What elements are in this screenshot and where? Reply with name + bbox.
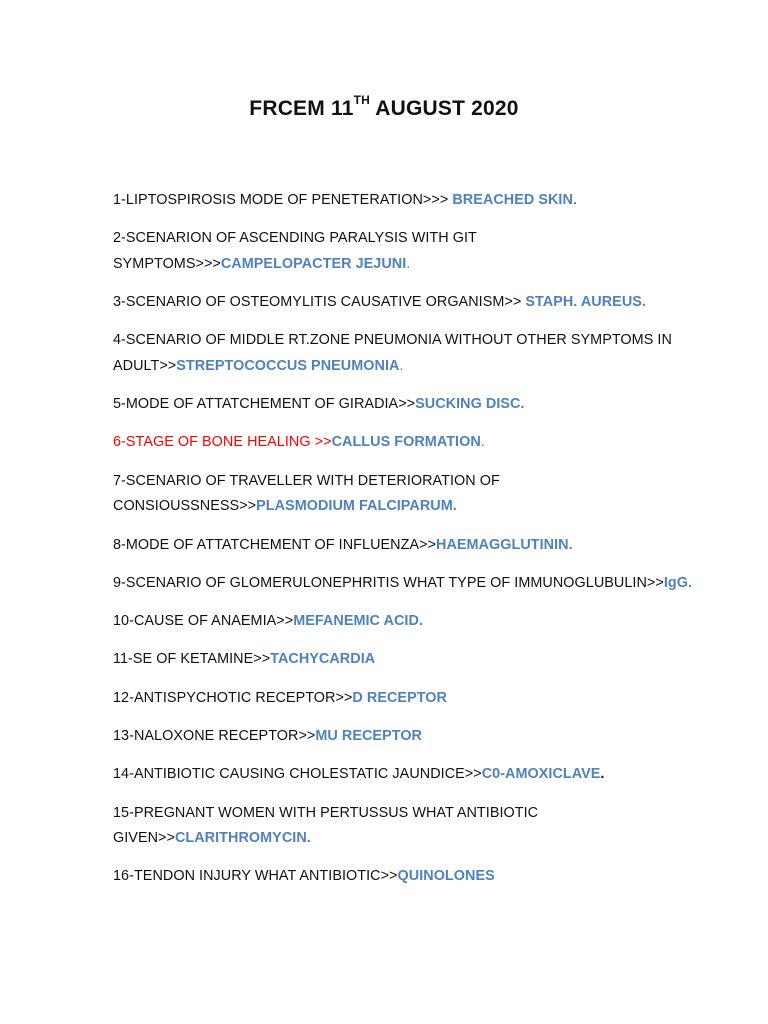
list-item [113,188,713,214]
question-text: 7-SCENARIO OF TRAVELLER WITH DETERIORATION OF CONSIOUSSNESS>> [113,472,500,515]
question-text: 10-CAUSE OF ANAEMIA>> [113,613,294,630]
answer-text: CAMPELOPACTER JEJUNI [220,255,407,272]
list-item [113,609,713,635]
answer-text: CALLUS FORMATION [331,434,481,451]
question-text: 12-ANTISPYCHOTIC RECEPTOR>> [113,689,353,706]
list-item [113,392,713,418]
question-text: 8-MODE OF ATTATCHEMENT OF INFLUENZA>> [113,536,437,553]
answer-text: HAEMAGGLUTININ. [436,536,573,553]
answer-text: BREACHED SKIN [452,192,573,208]
question-text: 6-STAGE OF BONE HEALING >> [113,434,332,451]
answer-text: STREPTOCOCCUS PNEUMONIA [176,357,400,374]
answer-text: SUCKING DISC. [415,396,525,413]
item-end: . [399,357,404,374]
question-text: 3-SCENARIO OF OSTEOMYLITIS CAUSATIVE ORGANISM>> [113,294,526,311]
question-text: 13-NALOXONE RECEPTOR>> [113,728,316,745]
question-text: 14-ANTIBIOTIC CAUSING CHOLESTATIC JAUNDICE>> [113,766,482,783]
list-item [113,647,713,673]
title-text-suffix: AUGUST 2020 [370,97,519,120]
item-end: . [600,766,605,783]
list-item [113,864,713,890]
answer-text: MEFANEMIC ACID. [293,613,423,630]
question-text: 16-TENDON INJURY WHAT ANTIBIOTIC>> [113,868,398,885]
item-end: . [572,192,577,208]
item-end: . [406,255,411,272]
list-item [113,469,713,520]
answer-text: MU RECEPTOR [315,728,422,745]
list-item-highlighted [113,430,713,456]
title-text: FRCEM 11 [249,97,354,120]
list-item [113,328,713,379]
question-text: 2-SCENARION OF ASCENDING PARALYSIS WITH GIT SYMPTOMS>>> [113,230,477,272]
title-superscript: TH [353,93,370,107]
question-text: 11-SE OF KETAMINE>> [113,651,271,668]
answer-text: IgG. [663,574,693,591]
item-end: . [480,434,485,451]
list-item [113,533,713,559]
question-text: 1-LIPTOSPIROSIS MODE OF PENETERATION>>> [113,192,453,208]
list-item [113,686,713,712]
answer-text: C0-AMOXICLAVE [481,766,601,783]
list-item [113,571,713,597]
list-item [113,226,713,277]
list-item [113,801,713,852]
answer-text: CLARITHROMYCIN. [174,830,311,847]
page-title [0,93,768,121]
answer-text: STAPH. AUREUS. [525,294,646,311]
list-item [113,762,713,788]
answer-text: D RECEPTOR [352,689,447,706]
question-text: 4-SCENARIO OF MIDDLE RT.ZONE PNEUMONIA WITHOUT OTHER SYMPTOMS IN ADULT>> [113,332,672,374]
answer-text: TACHYCARDIA [270,651,376,668]
question-text: 15-PREGNANT WOMEN WITH PERTUSSUS WHAT ANTIBIOTIC GIVEN>> [113,804,539,847]
list-item [113,290,713,316]
answer-text: PLASMODIUM FALCIPARUM. [256,498,457,515]
question-text: 5-MODE OF ATTATCHEMENT OF GIRADIA>> [113,396,416,413]
question-text: 9-SCENARIO OF GLOMERULONEPHRITIS WHAT TYPE OF IMMUNOGLUBULIN>> [113,574,664,591]
question-list [113,188,713,903]
list-item [113,724,713,750]
answer-text: QUINOLONES [397,868,495,885]
